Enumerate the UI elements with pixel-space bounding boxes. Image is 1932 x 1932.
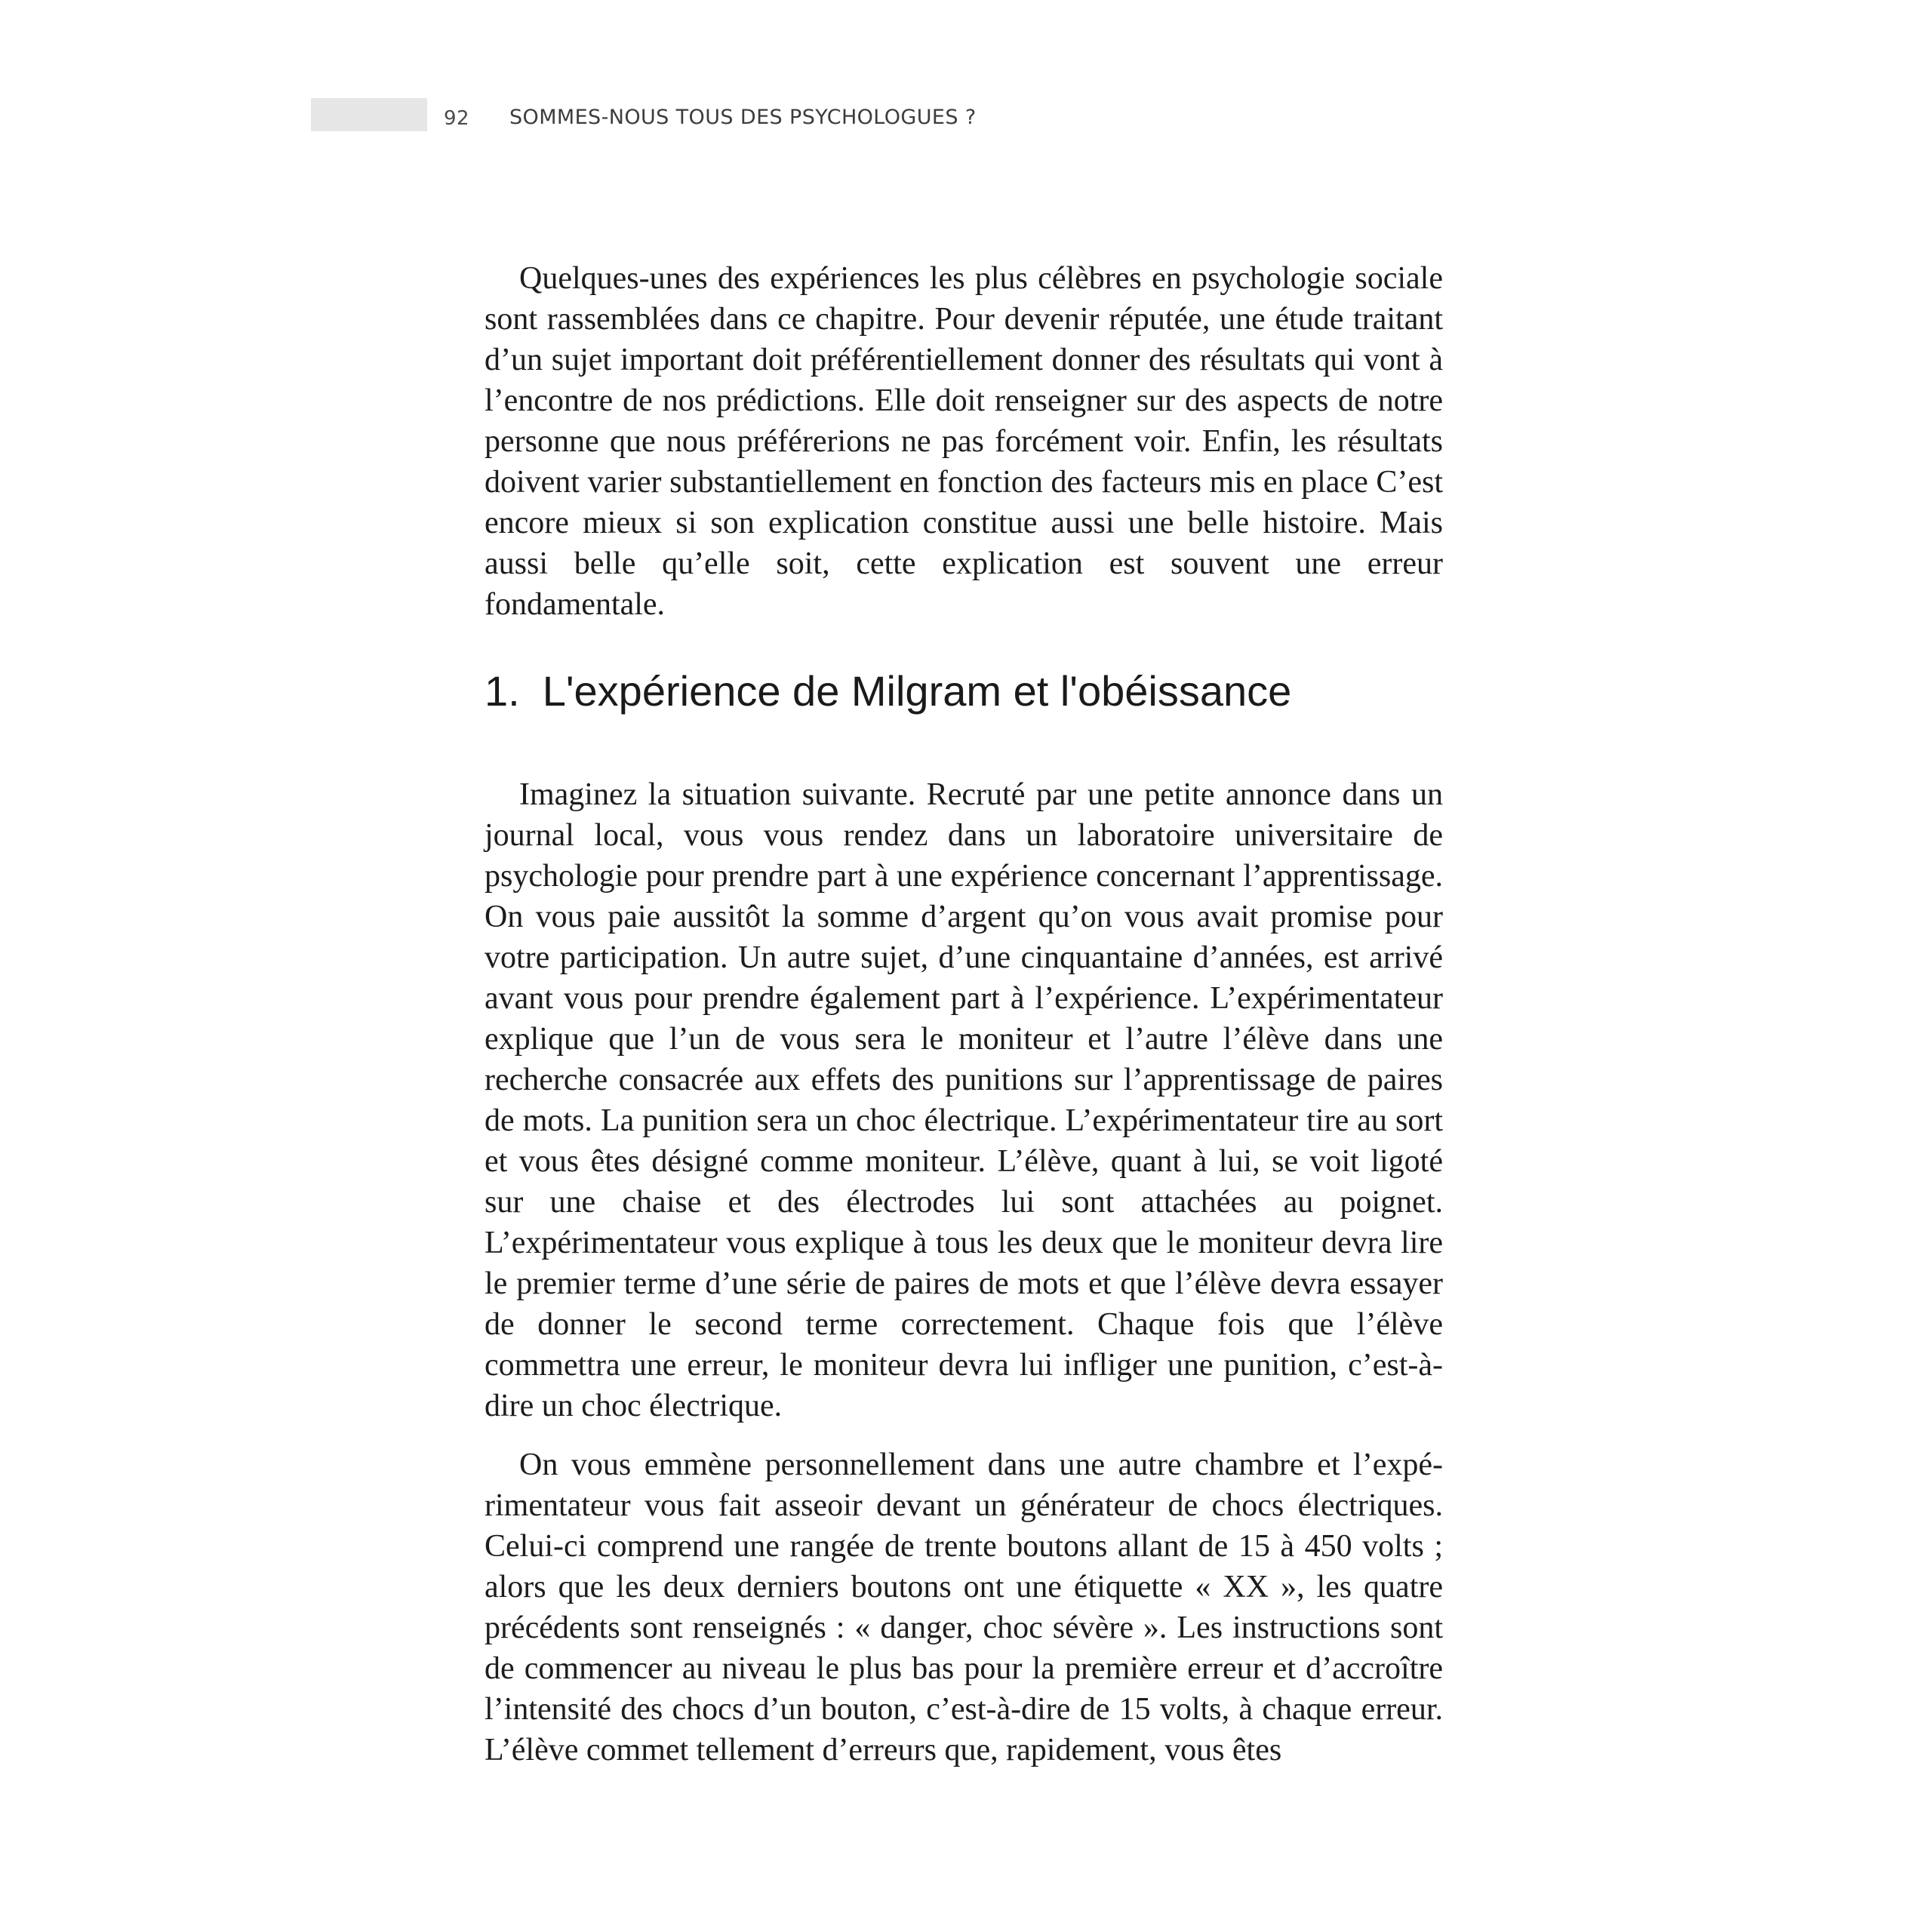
body-paragraph: On vous emmène personnellement dans une autre chambre et l’expérimentateur vous fait asseoir devant un générateur de chocs électriques. Celui-ci comprend une rangée de trente boutons allant de 15 à 450 volts ; alors que les deux derniers boutons ont une étiquette « XX », les quatre précédents sont renseignés : « danger, choc sévère ». Les instructions sont de commencer au niveau le plus bas pour la première erreur et d’accroître l’intensité des chocs d’un bouton, c’est-à-dire de 15 volts, à chaque erreur. L’élève commet tellement d’erreurs que, rapidement, vous êtes <box>485 1447 1443 1767</box>
section-heading <box>485 666 1466 717</box>
page-number: 92 <box>444 107 470 130</box>
section-title: L'expérience de Milgram et l'obéissance <box>542 667 1292 715</box>
intro-text <box>485 258 1443 625</box>
section-number: 1. <box>485 667 520 715</box>
section-body-first <box>485 774 1443 1426</box>
section-body-second <box>485 1444 1443 1770</box>
header-tab-bar <box>311 98 427 131</box>
body-paragraph: Imaginez la situation suivante. Recruté par une petite annonce dans un journal local, vous vous rendez dans un laboratoire universitaire de psychologie pour prendre part à une expérience concernant l’apprentissage. On vous paie aussitôt la somme d’argent qu’on vous avait promise pour votre participation. Un autre sujet, d’une cinquantaine d’années, est arrivé avant vous pour prendre également part à l’expérience. L’expérimentateur explique que l’un de vous sera le moniteur et l’autre l’élève dans une recherche consacrée aux effets des punitions sur l’apprentissage de paires de mots. La punition sera un choc électrique. L’expérimentateur tire au sort et vous êtes désigné comme moniteur. L’élève, quant à lui, se voit ligoté sur une chaise et des électrodes lui sont attachées au poignet. L’expérimentateur vous explique à tous les deux que le moniteur devra lire le premier terme d’une série de paires de mots et que l’élève devra essayer de donner le second terme correctement. Chaque fois que l’élève commettra une erreur, le moniteur devra lui infliger une punition, c’est-à-dire un choc électrique. <box>485 777 1443 1423</box>
intro-paragraph: Quelques-unes des expériences les plus célèbres en psychologie sociale sont rassemblées dans ce chapitre. Pour devenir réputée, une étude traitant d’un sujet important doit préférentiellement donner des résultats qui vont à l’encontre de nos prédictions. Elle doit renseigner sur des aspects de notre personne que nous préférerions ne pas forcément voir. Enfin, les résultats doivent varier substantiellement en fonction des facteurs mis en place C’est encore mieux si son explication constitue aussi une belle histoire. Mais aussi belle qu’elle soit, cette explication est souvent une erreur fondamentale. <box>485 261 1443 622</box>
running-head-title: SOMMES-NOUS TOUS DES PSYCHOLOGUES ? <box>509 106 977 129</box>
